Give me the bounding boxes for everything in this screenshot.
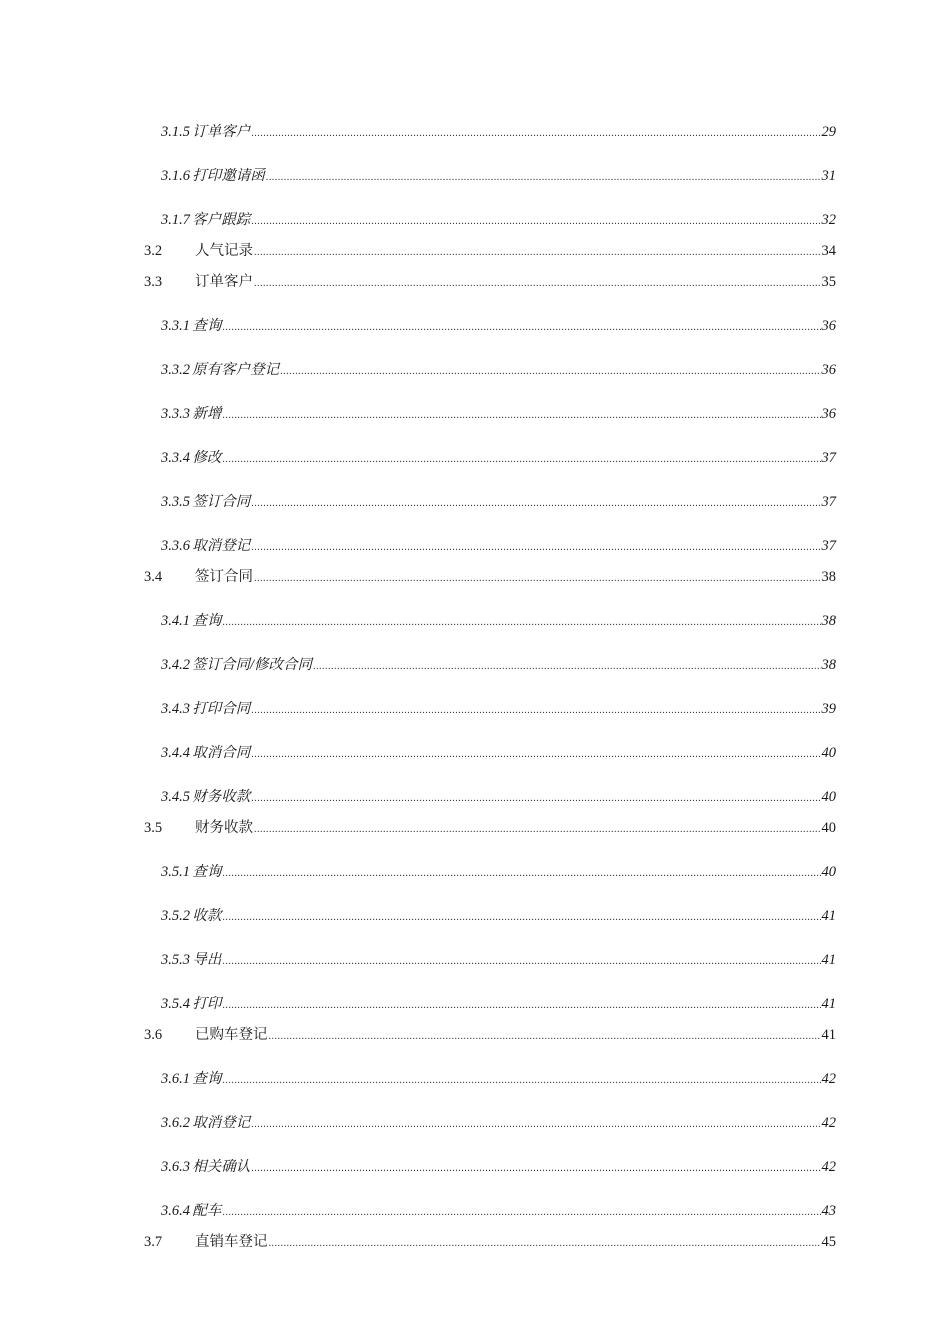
toc-dot-leader — [313, 655, 820, 677]
toc-dot-leader — [251, 699, 820, 721]
toc-entry-page-number: 37 — [821, 538, 836, 554]
toc-entry[interactable] — [144, 122, 836, 144]
toc-dot-leader — [222, 950, 820, 972]
toc-entry-number: 3.6.4 — [161, 1203, 190, 1219]
toc-entry-page-number: 41 — [821, 908, 836, 924]
toc-entry[interactable] — [144, 699, 836, 721]
toc-entry-number: 3.5.3 — [161, 952, 190, 968]
toc-entry-page-number: 38 — [821, 569, 836, 585]
toc-entry[interactable] — [144, 1232, 836, 1254]
toc-entry-page-number: 37 — [821, 450, 836, 466]
toc-entry-title: 取消登记 — [192, 1115, 251, 1131]
toc-entry-page-number: 45 — [821, 1234, 836, 1250]
toc-entry-title: 相关确认 — [192, 1159, 251, 1175]
toc-entry-number: 3.4.4 — [161, 745, 190, 761]
toc-entry-title: 打印合同 — [192, 701, 251, 717]
toc-entry-page-number: 36 — [821, 318, 836, 334]
toc-dot-leader — [280, 360, 820, 382]
toc-entry-page-number: 41 — [821, 996, 836, 1012]
toc-dot-leader — [251, 787, 820, 809]
toc-entry-page-number: 31 — [821, 168, 836, 184]
toc-entry-number: 3.1.5 — [161, 124, 190, 140]
toc-entry-title: 签订合同/修改合同 — [192, 657, 313, 673]
toc-entry[interactable] — [144, 241, 836, 263]
toc-entry[interactable] — [144, 1157, 836, 1179]
toc-entry-page-number: 40 — [821, 789, 836, 805]
toc-entry-number: 3.1.6 — [161, 168, 190, 184]
toc-entry-page-number: 41 — [821, 952, 836, 968]
toc-entry[interactable] — [144, 1113, 836, 1135]
toc-entry-page-number: 40 — [821, 820, 836, 836]
toc-entry-title: 直销车登记 — [195, 1234, 268, 1250]
toc-entry-title: 取消登记 — [192, 538, 251, 554]
toc-entry-number: 3.6 — [144, 1027, 163, 1043]
toc-entry-page-number: 38 — [821, 613, 836, 629]
toc-entry[interactable] — [144, 787, 836, 809]
toc-entry-number: 3.4.1 — [161, 613, 190, 629]
toc-entry-page-number: 29 — [821, 124, 836, 140]
toc-entry[interactable] — [144, 655, 836, 677]
toc-entry-page-number: 39 — [821, 701, 836, 717]
toc-dot-leader — [222, 1201, 820, 1223]
toc-entry-title: 已购车登记 — [195, 1027, 268, 1043]
table-of-contents — [144, 122, 836, 1254]
toc-entry-page-number: 38 — [821, 657, 836, 673]
toc-dot-leader — [269, 1025, 821, 1047]
toc-entry-page-number: 42 — [821, 1115, 836, 1131]
toc-entry-title: 修改 — [192, 450, 222, 466]
toc-entry-title: 财务收款 — [195, 820, 253, 836]
toc-entry-number: 3.5 — [144, 820, 163, 836]
toc-entry[interactable] — [144, 950, 836, 972]
toc-entry-title: 签订合同 — [192, 494, 251, 510]
toc-entry-title: 查询 — [192, 613, 222, 629]
toc-entry-number: 3.3.6 — [161, 538, 190, 554]
toc-entry[interactable] — [144, 567, 836, 589]
toc-entry-page-number: 34 — [821, 243, 836, 259]
toc-entry[interactable] — [144, 492, 836, 514]
toc-dot-leader — [222, 316, 820, 338]
toc-entry[interactable] — [144, 404, 836, 426]
toc-dot-leader — [269, 1232, 821, 1254]
toc-entry[interactable] — [144, 166, 836, 188]
toc-entry-page-number: 40 — [821, 864, 836, 880]
toc-entry-number: 3.4.5 — [161, 789, 190, 805]
toc-entry-number: 3.3.1 — [161, 318, 190, 334]
toc-entry[interactable] — [144, 360, 836, 382]
toc-entry-number: 3.3 — [144, 274, 163, 290]
toc-entry-number: 3.5.1 — [161, 864, 190, 880]
toc-entry-title: 打印邀请函 — [192, 168, 265, 184]
toc-entry[interactable] — [144, 862, 836, 884]
toc-entry-number: 3.4.3 — [161, 701, 190, 717]
toc-entry-title: 查询 — [192, 318, 222, 334]
toc-entry[interactable] — [144, 536, 836, 558]
toc-entry[interactable] — [144, 448, 836, 470]
toc-entry[interactable] — [144, 818, 836, 840]
toc-entry-number: 3.3.3 — [161, 406, 190, 422]
toc-entry-number: 3.1.7 — [161, 212, 190, 228]
toc-entry[interactable] — [144, 743, 836, 765]
toc-dot-leader — [251, 1113, 820, 1135]
toc-dot-leader — [222, 404, 820, 426]
toc-entry-number: 3.3.2 — [161, 362, 190, 378]
toc-entry-title: 财务收款 — [192, 789, 251, 805]
toc-entry-title: 新增 — [192, 406, 222, 422]
toc-entry-page-number: 36 — [821, 362, 836, 378]
toc-entry[interactable] — [144, 210, 836, 232]
toc-entry-title: 订单客户 — [195, 274, 253, 290]
toc-entry-number: 3.3.5 — [161, 494, 190, 510]
toc-entry-title: 原有客户登记 — [192, 362, 280, 378]
toc-entry-number: 3.2 — [144, 243, 163, 259]
toc-dot-leader — [266, 166, 821, 188]
toc-entry-title: 订单客户 — [192, 124, 251, 140]
toc-entry[interactable] — [144, 1069, 836, 1091]
toc-dot-leader — [251, 1157, 820, 1179]
toc-dot-leader — [222, 1069, 820, 1091]
toc-entry-page-number: 32 — [821, 212, 836, 228]
toc-dot-leader — [222, 994, 820, 1016]
toc-entry-page-number: 41 — [821, 1027, 836, 1043]
toc-entry[interactable] — [144, 1201, 836, 1223]
toc-dot-leader — [222, 611, 820, 633]
toc-entry-title: 配车 — [192, 1203, 222, 1219]
toc-entry-page-number: 43 — [821, 1203, 836, 1219]
toc-dot-leader — [254, 241, 821, 263]
toc-entry-title: 导出 — [192, 952, 222, 968]
toc-dot-leader — [251, 122, 820, 144]
toc-entry-title: 人气记录 — [195, 243, 253, 259]
toc-dot-leader — [251, 536, 820, 558]
toc-entry[interactable] — [144, 316, 836, 338]
toc-entry-number: 3.6.3 — [161, 1159, 190, 1175]
toc-dot-leader — [254, 272, 821, 294]
toc-dot-leader — [222, 448, 820, 470]
toc-entry-title: 查询 — [192, 1071, 222, 1087]
toc-entry-title: 签订合同 — [195, 569, 253, 585]
toc-entry-number: 3.6.2 — [161, 1115, 190, 1131]
toc-entry-page-number: 42 — [821, 1159, 836, 1175]
toc-entry-number: 3.4.2 — [161, 657, 190, 673]
toc-entry-page-number: 42 — [821, 1071, 836, 1087]
toc-entry-page-number: 37 — [821, 494, 836, 510]
toc-entry[interactable] — [144, 906, 836, 928]
toc-dot-leader — [254, 818, 821, 840]
toc-entry-number: 3.3.4 — [161, 450, 190, 466]
toc-entry-title: 查询 — [192, 864, 222, 880]
toc-dot-leader — [222, 862, 820, 884]
toc-dot-leader — [251, 743, 820, 765]
toc-entry[interactable] — [144, 1025, 836, 1047]
toc-dot-leader — [254, 567, 821, 589]
toc-entry[interactable] — [144, 272, 836, 294]
toc-entry-page-number: 36 — [821, 406, 836, 422]
toc-entry[interactable] — [144, 611, 836, 633]
toc-dot-leader — [251, 210, 820, 232]
toc-entry-number: 3.6.1 — [161, 1071, 190, 1087]
toc-entry[interactable] — [144, 994, 836, 1016]
toc-dot-leader — [222, 906, 820, 928]
toc-entry-page-number: 40 — [821, 745, 836, 761]
toc-entry-number: 3.5.2 — [161, 908, 190, 924]
toc-entry-title: 客户跟踪 — [192, 212, 251, 228]
toc-entry-title: 取消合同 — [192, 745, 251, 761]
toc-entry-title: 收款 — [192, 908, 222, 924]
toc-entry-number: 3.5.4 — [161, 996, 190, 1012]
toc-dot-leader — [251, 492, 820, 514]
toc-entry-number: 3.7 — [144, 1234, 163, 1250]
toc-entry-title: 打印 — [192, 996, 222, 1012]
toc-entry-page-number: 35 — [821, 274, 836, 290]
toc-entry-number: 3.4 — [144, 569, 163, 585]
